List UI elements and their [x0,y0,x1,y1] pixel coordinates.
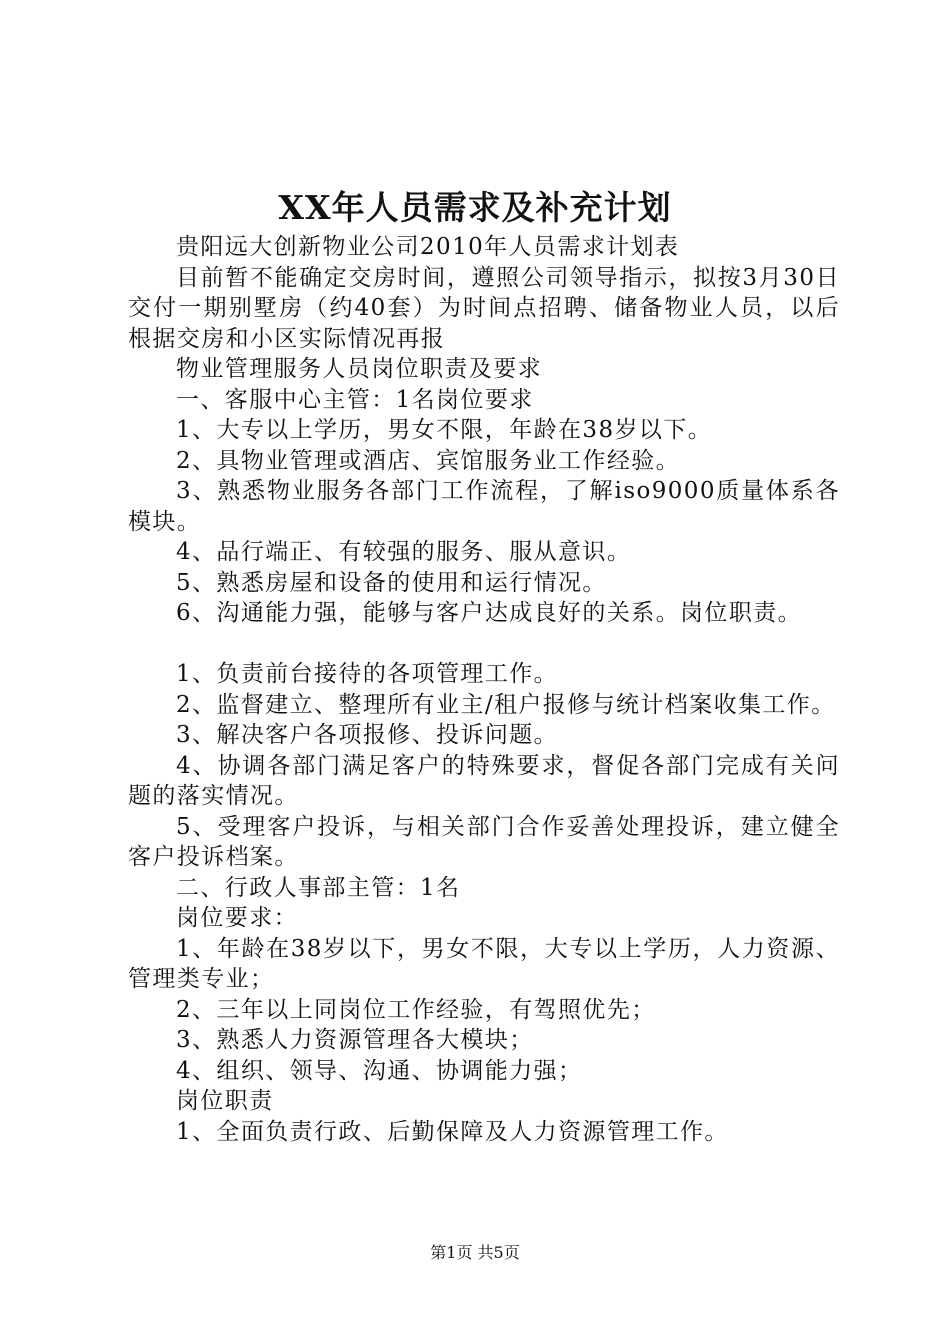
paragraph-duty-3: 3、解决客户各项报修、投诉问题。 [176,722,559,748]
paragraph-admin-requirement-2: 2、三年以上同岗位工作经验，有驾照优先； [176,996,656,1023]
paragraph-intro: 目前暂不能确定交房时间，遵照公司领导指示，拟按3月30日交付一期别墅房（约40套）为时间点招聘、储备物业人员，以后根据交房和小区实际情况再报 [128,264,840,352]
paragraph-admin-duties-label: 岗位职责 [176,1088,274,1114]
paragraph-requirement-3: 3、熟悉物业服务各部门工作流程，了解iso9000质量体系各模块。 [128,478,840,535]
paragraph-admin-requirement-3: 3、熟悉人力资源管理各大模块； [176,1027,534,1053]
paragraph-duty-4: 4、协调各部门满足客户的特殊要求，督促各部门完成有关问题的落实情况。 [128,752,840,809]
paragraph-admin-requirements-label: 岗位要求： [176,905,298,931]
document-body [128,232,840,1147]
paragraph-admin-requirement-4: 4、组织、领导、沟通、协调能力强； [176,1057,583,1084]
paragraph-requirement-6: 6、沟通能力强，能够与客户达成良好的关系。岗位职责。 [176,600,803,626]
document-title: XX年人员需求及补充计划 [278,188,672,227]
paragraph-requirement-4: 4、品行端正、有较强的服务、服从意识。 [176,539,632,565]
paragraph-admin-hr-heading: 二、行政人事部主管：1名 [176,874,461,901]
paragraph-requirement-5: 5、熟悉房屋和设备的使用和运行情况。 [176,569,607,596]
paragraph-duty-2: 2、监督建立、整理所有业主/租户报修与统计档案收集工作。 [176,691,836,718]
paragraph-admin-duty-1: 1、全面负责行政、后勤保障及人力资源管理工作。 [176,1118,729,1145]
paragraph-duty-5: 5、受理客户投诉，与相关部门合作妥善处理投诉，建立健全客户投诉档案。 [128,813,840,870]
paragraph-section-heading: 物业管理服务人员岗位职责及要求 [176,356,542,382]
paragraph-admin-requirement-1: 1、年龄在38岁以下，男女不限，大专以上学历，人力资源、管理类专业； [128,935,840,992]
page-number-footer: 第1页 共5页 [430,1243,520,1262]
paragraph-requirement-1: 1、大专以上学历，男女不限，年龄在38岁以下。 [176,417,713,443]
paragraph-duty-1: 1、负责前台接待的各项管理工作。 [176,661,559,687]
paragraph-company-plan: 贵阳远大创新物业公司2010年人员需求计划表 [176,234,680,260]
paragraph-requirement-2: 2、具物业管理或酒店、宾馆服务业工作经验。 [176,447,681,474]
paragraph-customer-service-heading: 一、客服中心主管：1名岗位要求 [176,386,534,413]
blank-line [128,629,840,660]
